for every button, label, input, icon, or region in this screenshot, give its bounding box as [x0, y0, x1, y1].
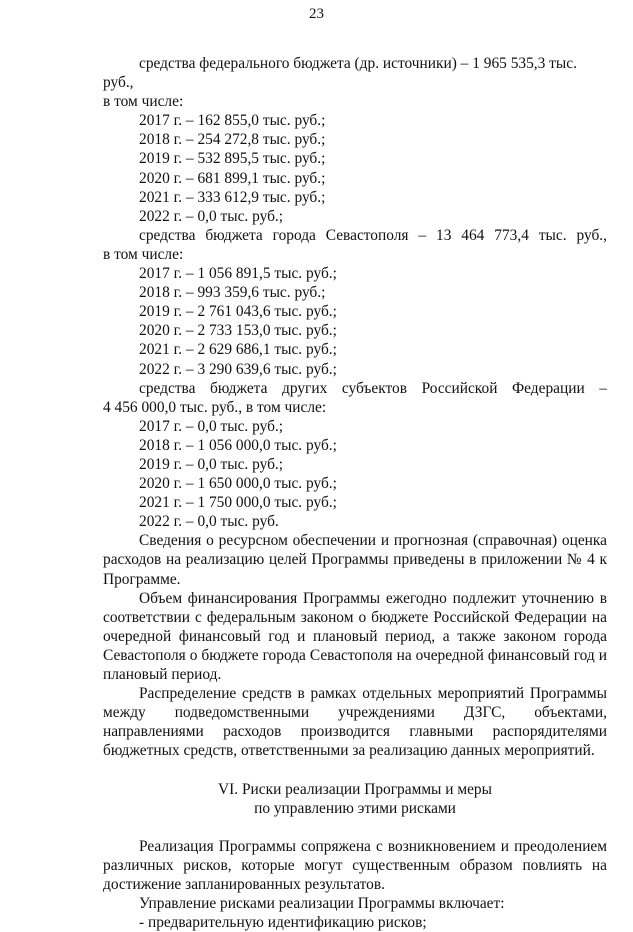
- resource-info-paragraph: Сведения о ресурсном обеспечении и прогнозная (справочная) оценка расходов на реализацию целей Программы приведены в приложении № 4 к Программе.: [103, 532, 607, 588]
- city-year-2017: 2017 г. – 1 056 891,5 тыс. руб.;: [139, 265, 337, 283]
- other-year-2019: 2019 г. – 0,0 тыс. руб.;: [139, 455, 284, 473]
- funds-distribution-paragraph: Распределение средств в рамках отдельных мероприятий Программы между подведомственными учреждениями ДЗГС, объектами, направлениями расходов производится главными распорядителями бюджетных средств, ответственными за реализацию данных мероприятий.: [103, 685, 607, 760]
- city-year-2018: 2018 г. – 993 359,6 тыс. руб.;: [139, 284, 326, 302]
- spacer: [103, 760, 607, 779]
- federal-budget-subline: в том числе:: [103, 93, 184, 111]
- risk-management-line: Управление рисками реализации Программы включает:: [139, 895, 505, 913]
- other-budget-line: средства бюджета других субъектов Российской Федерации –: [139, 379, 607, 397]
- federal-year-2021: 2021 г. – 333 612,9 тыс. руб.;: [139, 188, 326, 206]
- page-number: 23: [309, 6, 324, 22]
- document-body: [103, 54, 607, 932]
- federal-year-2020: 2020 г. – 681 899,1 тыс. руб.;: [139, 169, 326, 187]
- section-title-line1: VI. Риски реализации Программы и меры: [218, 780, 492, 798]
- section-title-line2: по управлению этими рисками: [254, 799, 456, 817]
- city-year-2019: 2019 г. – 2 761 043,6 тыс. руб.;: [139, 303, 337, 321]
- federal-year-2022: 2022 г. – 0,0 тыс. руб.;: [139, 207, 284, 225]
- other-year-2021: 2021 г. – 1 750 000,0 тыс. руб.;: [139, 494, 337, 512]
- other-year-2018: 2018 г. – 1 056 000,0 тыс. руб.;: [139, 436, 337, 454]
- spacer: [103, 818, 607, 837]
- funding-volume-paragraph: Объем финансирования Программы ежегодно подлежит уточнению в соответствии с федеральным законом о бюджете Российской Федерации на очередной финансовый год и плановый период, а также законом города Севастополя о бюджете города Севастополя на очередной финансовый год и плановый период.: [103, 589, 607, 683]
- other-year-2017: 2017 г. – 0,0 тыс. руб.;: [139, 417, 284, 435]
- federal-budget-line: средства федерального бюджета (др. источники) – 1 965 535,3 тыс. руб.,: [103, 55, 577, 92]
- federal-year-2017: 2017 г. – 162 855,0 тыс. руб.;: [139, 112, 326, 130]
- risks-intro-paragraph: Реализация Программы сопряжена с возникновением и преодолением различных рисков, которые могут существенным образом повлиять на достижение запланированных результатов.: [103, 837, 607, 894]
- city-year-2021: 2021 г. – 2 629 686,1 тыс. руб.;: [139, 341, 337, 359]
- city-year-2022: 2022 г. – 3 290 639,6 тыс. руб.;: [139, 360, 337, 378]
- risk-item-1: - предварительную идентификацию рисков;: [139, 914, 427, 932]
- other-year-2022: 2022 г. – 0,0 тыс. руб.: [139, 513, 279, 531]
- city-year-2020: 2020 г. – 2 733 153,0 тыс. руб.;: [139, 322, 337, 340]
- city-budget-line: средства бюджета города Севастополя – 13 464 773,4 тыс. руб.,: [139, 226, 607, 244]
- other-budget-subline: 4 456 000,0 тыс. руб., в том числе:: [103, 398, 327, 416]
- city-budget-subline: в том числе:: [103, 245, 184, 263]
- federal-year-2018: 2018 г. – 254 272,8 тыс. руб.;: [139, 131, 326, 149]
- other-year-2020: 2020 г. – 1 650 000,0 тыс. руб.;: [139, 475, 337, 493]
- federal-year-2019: 2019 г. – 532 895,5 тыс. руб.;: [139, 150, 326, 168]
